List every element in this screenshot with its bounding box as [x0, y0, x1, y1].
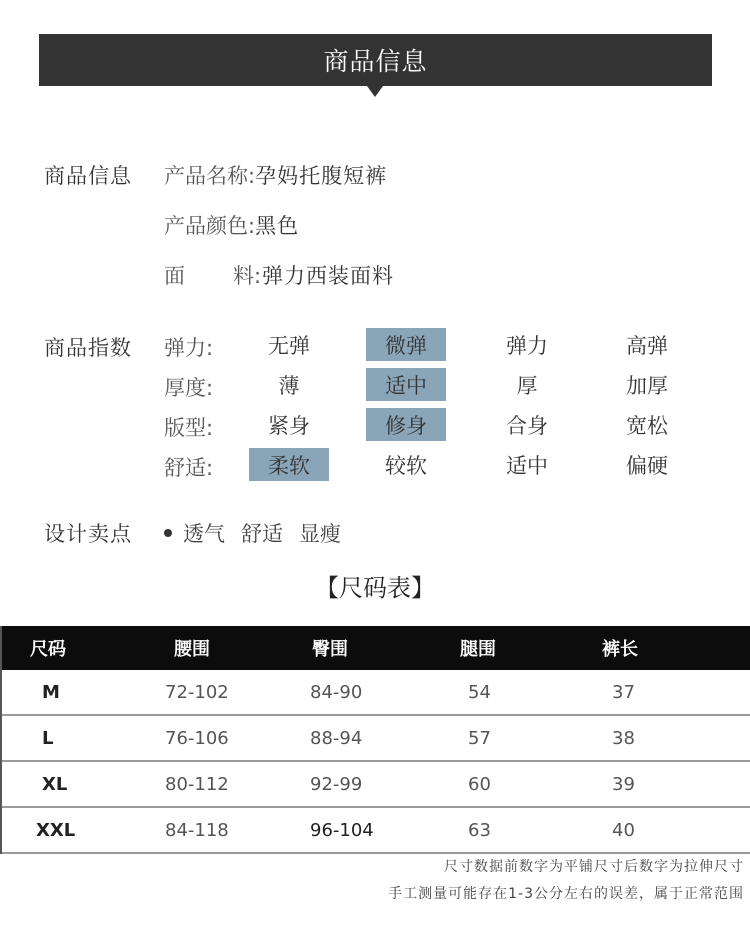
feature-item: 显瘦	[299, 522, 341, 546]
header-cell: 裤长	[602, 639, 638, 660]
header-cell: 腿围	[460, 639, 496, 660]
section-header-title: 商品信息	[323, 47, 428, 76]
index-option-selected: 适中	[366, 368, 446, 401]
index-option-selected: 柔软	[249, 448, 329, 481]
table-cell: 60	[468, 773, 491, 795]
table-cell: 76-106	[165, 727, 229, 749]
table-cell: 88-94	[310, 727, 363, 749]
index-row-label: 舒适:	[164, 456, 214, 480]
table-cell: 38	[612, 727, 635, 749]
index-option: 弹力	[506, 333, 548, 358]
index-option: 高弹	[626, 333, 668, 358]
index-section-label: 商品指数	[44, 336, 132, 360]
bullet-dot-icon	[164, 529, 172, 537]
features-list	[164, 518, 357, 548]
feature-item: 舒适	[241, 522, 283, 546]
table-cell: 84-118	[165, 819, 229, 841]
table-cell: 39	[612, 773, 635, 795]
size-table	[0, 626, 750, 854]
table-cell: 37	[612, 681, 635, 703]
index-option: 宽松	[626, 413, 668, 438]
index-option: 紧身	[268, 413, 310, 438]
product-color-value: 黑色	[255, 214, 300, 238]
product-fabric-key	[164, 260, 262, 290]
header-cell: 腰围	[174, 639, 210, 660]
index-row-label: 弹力:	[164, 336, 214, 360]
table-cell: 92-99	[310, 773, 363, 795]
table-cell: 96-104	[310, 819, 374, 841]
index-option: 适中	[506, 453, 548, 478]
index-option: 无弹	[268, 333, 310, 358]
table-cell: 57	[468, 727, 491, 749]
index-option: 薄	[278, 373, 300, 398]
table-cell: 63	[468, 819, 491, 841]
features-section-label: 设计卖点	[44, 522, 132, 546]
index-option: 厚	[516, 373, 538, 398]
size-table-title: 【尺码表】	[315, 574, 435, 602]
header-cell: 尺码	[30, 639, 66, 660]
size-cell: XXL	[36, 819, 76, 841]
fabric-key-part-b: 料:	[233, 264, 262, 288]
info-section-label: 商品信息	[44, 164, 132, 188]
index-option: 偏硬	[626, 453, 668, 478]
index-option-selected: 修身	[366, 408, 446, 441]
table-cell: 72-102	[165, 681, 229, 703]
size-table-header	[2, 626, 750, 670]
table-row	[2, 670, 750, 716]
feature-item: 透气	[183, 522, 225, 546]
table-row	[2, 808, 750, 854]
product-fabric-line	[164, 260, 394, 290]
table-cell: 40	[612, 819, 635, 841]
size-cell: M	[42, 681, 60, 703]
index-row-label: 厚度:	[164, 376, 214, 400]
measurement-note: 尺寸数据前数字为平铺尺寸后数字为拉伸尺寸	[444, 859, 744, 875]
header-pointer-arrow	[367, 86, 383, 97]
table-cell: 80-112	[165, 773, 229, 795]
product-fabric-value: 弹力西装面料	[262, 264, 394, 288]
size-cell: XL	[42, 773, 68, 795]
fabric-key-part-a: 面	[164, 264, 185, 288]
index-row-label: 版型:	[164, 416, 214, 440]
tolerance-note: 手工测量可能存在1-3公分左右的误差，属于正常范围	[388, 886, 744, 902]
table-row	[2, 716, 750, 762]
table-cell: 54	[468, 681, 491, 703]
size-cell: L	[42, 727, 54, 749]
product-color-key: 产品颜色:	[164, 214, 256, 238]
header-cell: 臀围	[312, 639, 348, 660]
table-cell: 84-90	[310, 681, 363, 703]
table-row	[2, 762, 750, 808]
product-name-line	[164, 160, 387, 190]
product-name-value: 孕妈托腹短裤	[255, 164, 388, 188]
product-color-line	[164, 210, 299, 240]
index-option: 合身	[506, 413, 548, 438]
index-option-selected: 微弹	[366, 328, 446, 361]
section-header	[39, 34, 712, 86]
index-option: 较软	[385, 453, 427, 478]
product-name-key: 产品名称:	[164, 164, 256, 188]
index-option: 加厚	[626, 373, 668, 398]
